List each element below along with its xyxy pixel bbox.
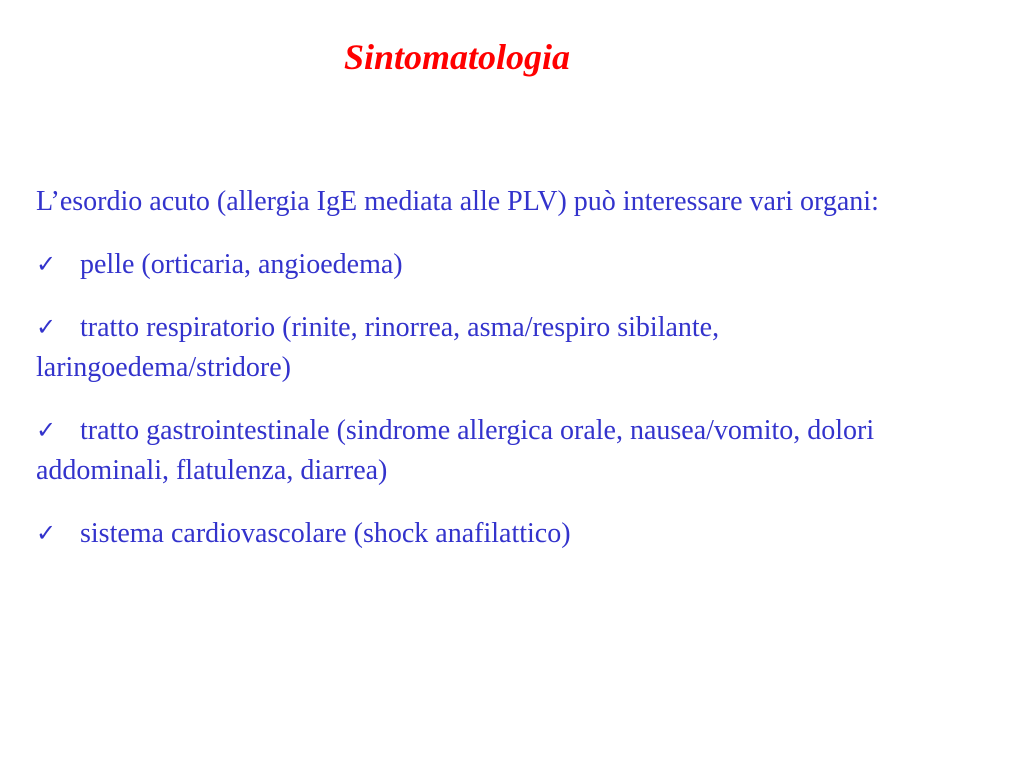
slide-body <box>36 182 976 554</box>
checkmark-icon: ✓ <box>36 519 57 547</box>
intro-paragraph: L’esordio acuto (allergia IgE mediata alle PLV) può interessare vari organi: <box>36 186 879 217</box>
list-item <box>36 244 976 285</box>
list-item-text: pelle (orticaria, angioedema) <box>80 249 403 280</box>
list-item-text: tratto respiratorio (rinite, rinorrea, asma/respiro sibilante, laringoedema/stridore) <box>36 312 720 383</box>
checkmark-icon: ✓ <box>36 313 57 341</box>
checkmark-icon: ✓ <box>36 250 57 278</box>
list-item <box>36 410 976 491</box>
list-item-text: sistema cardiovascolare (shock anafilattico) <box>80 518 571 549</box>
list-item-text: tratto gastrointestinale (sindrome allergica orale, nausea/vomito, dolori addominali, flatulenza, diarrea) <box>36 415 875 486</box>
list-item <box>36 307 976 388</box>
slide-title: Sintomatologia <box>344 37 571 77</box>
list-item <box>36 513 976 554</box>
checkmark-icon: ✓ <box>36 416 57 444</box>
